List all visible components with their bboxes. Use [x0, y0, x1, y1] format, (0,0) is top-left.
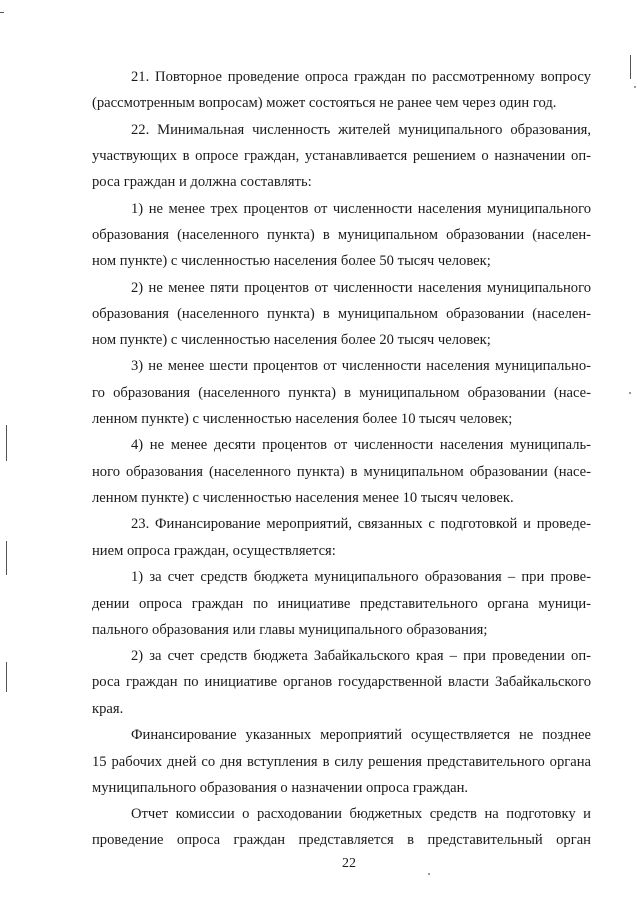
text-line: ном пункте) с численностью населения более 20 тысяч человек;	[92, 332, 491, 348]
text-line: роса граждан и должна составлять:	[92, 174, 312, 190]
text-line: ном пункте) с численностью населения более 50 тысяч человек;	[92, 253, 491, 269]
text-line: муниципального образования о назначении опроса граждан.	[92, 780, 469, 796]
text-line: роса граждан по инициативе органов государственной власти Забайкальского	[92, 674, 591, 690]
text-line: дении опроса граждан по инициативе представительного органа муници-	[92, 596, 591, 612]
scan-mark	[6, 541, 7, 575]
text-line: 23. Финансирование мероприятий, связанных с подготовкой и проведе-	[131, 516, 591, 532]
text-line: 2) не менее пяти процентов от численности населения муниципального	[131, 280, 591, 296]
text-line: проведение опроса граждан представляется в представительный орган	[92, 832, 591, 848]
text-line: ленном пункте) с численностью населения менее 10 тысяч человек.	[92, 490, 514, 506]
text-line: го образования (населенного пункта) в муниципальном образовании (насе-	[92, 385, 591, 401]
scan-mark	[6, 662, 7, 692]
text-line: образования (населенного пункта) в муниципальном образовании (населен-	[92, 306, 591, 322]
text-line: (рассмотренным вопросам) может состояться не ранее чем через один год.	[92, 95, 557, 111]
text-line: Отчет комиссии о расходовании бюджетных средств на подготовку и	[131, 806, 591, 822]
scan-mark	[629, 392, 631, 394]
text-line: 2) за счет средств бюджета Забайкальского края – при проведении оп-	[131, 648, 591, 664]
text-line: нием опроса граждан, осуществляется:	[92, 543, 336, 559]
scan-mark	[0, 12, 4, 13]
text-line: края.	[92, 701, 124, 717]
text-line: 4) не менее десяти процентов от численности населения муниципаль-	[131, 437, 591, 453]
text-line: 21. Повторное проведение опроса граждан по рассмотренному вопросу	[131, 69, 591, 85]
scan-mark	[428, 873, 430, 875]
text-line: 1) за счет средств бюджета муниципального образования – при прове-	[131, 569, 591, 585]
text-line: 1) не менее трех процентов от численности населения муниципального	[131, 201, 591, 217]
text-line: ленном пункте) с численностью населения более 10 тысяч человек;	[92, 411, 513, 427]
page-number: 22	[342, 856, 356, 871]
text-line: пального образования или главы муниципального образования;	[92, 622, 488, 638]
text-line: образования (населенного пункта) в муниципальном образовании (населен-	[92, 227, 591, 243]
scan-mark	[6, 425, 7, 461]
text-line: 22. Минимальная численность жителей муниципального образования,	[131, 122, 591, 138]
text-line: ного образования (населенного пункта) в муниципальном образовании (насе-	[92, 464, 591, 480]
scan-mark	[630, 55, 631, 79]
scan-mark	[634, 86, 636, 88]
text-line: Финансирование указанных мероприятий осуществляется не позднее	[131, 727, 591, 743]
text-line: 15 рабочих дней со дня вступления в силу решения представительного органа	[92, 754, 591, 770]
text-line: 3) не менее шести процентов от численности населения муниципально-	[131, 358, 591, 374]
text-line: участвующих в опросе граждан, устанавливается решением о назначении оп-	[92, 148, 591, 164]
